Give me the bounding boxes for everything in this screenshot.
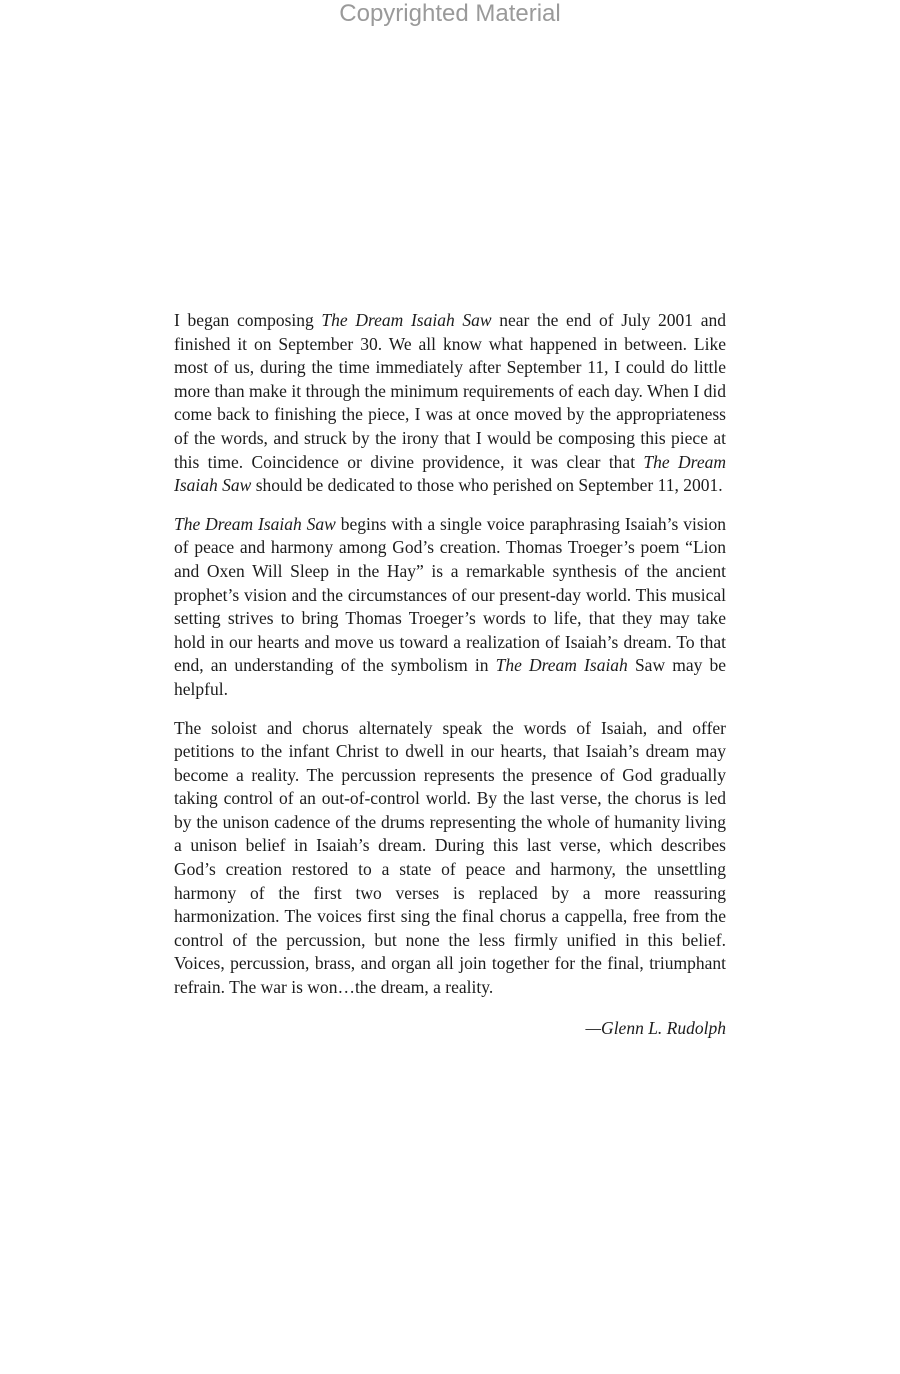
- copyright-watermark: Copyrighted Material: [339, 0, 561, 27]
- paragraph-2-title: The Dream Isaiah Saw: [174, 513, 336, 534]
- paragraph-1-text-b: near the end of July 2001 and finished it on September 30. We all know what happened in between. Like most of us, during the time immediately after September 11, I could do little more than make it through the minimum requirements of each day. When I did come back to finishing the piece, I was at once moved by the appropriateness of the words, and struck by the irony that I would be composing this piece at this time. Coincidence or divine providence, it was clear that: [174, 310, 726, 472]
- paragraph-2-title-2: The Dream Isaiah: [495, 655, 628, 676]
- paragraph-1-title: The Dream Isaiah Saw: [321, 310, 492, 330]
- paragraph-2-text-b: Saw may be helpful.: [174, 655, 726, 699]
- paragraph-2-text-a: begins with a single voice paraphrasing Isaiah’s vision of peace and harmony among God’s creation. Thomas Troeger’s poem “Lion and Oxen Will Sleep in the Hay” is a remarkable synthesis of the ancient prophet’s vision and the circumstances of our present-day world. This musical setting strives to bring Thomas Troeger’s words to life, that they may take hold in our hearts and move us toward a realization of Isaiah’s dream. To that end, an understanding of the symbolism in: [174, 513, 726, 676]
- body-text: [174, 309, 726, 1040]
- paragraph-1: [174, 309, 726, 498]
- paragraph-3: The soloist and chorus alternately speak the words of Isaiah, and offer petitions to the infant Christ to dwell in our hearts, that Isaiah’s dream may become a reality. The percussion represents the presence of God gradually taking control of an out-of-control world. By the last verse, the chorus is led by the unison cadence of the drums representing the whole of humanity living a unison belief in Isaiah’s dream. During this last verse, which describes God’s creation restored to a state of peace and harmony, the unsettling harmony of the first two verses is replaced by a more reassuring harmonization. The voices first sing the final chorus a cappella, free from the control of the percussion, but none the less firmly unified in this belief. Voices, percussion, brass, and organ all join together for the final, triumphant refrain. The war is won…the dream, a reality.: [174, 717, 726, 998]
- paragraph-1-text-c: should be dedicated to those who perished on September 11, 2001.: [251, 475, 723, 496]
- paragraph-2: [174, 513, 726, 702]
- paragraph-1-text-a: I began composing: [174, 310, 322, 330]
- paragraph-1-title-2: The Dream Isaiah Saw: [174, 451, 726, 496]
- author-signature: —Glenn L. Rudolph: [585, 1017, 726, 1038]
